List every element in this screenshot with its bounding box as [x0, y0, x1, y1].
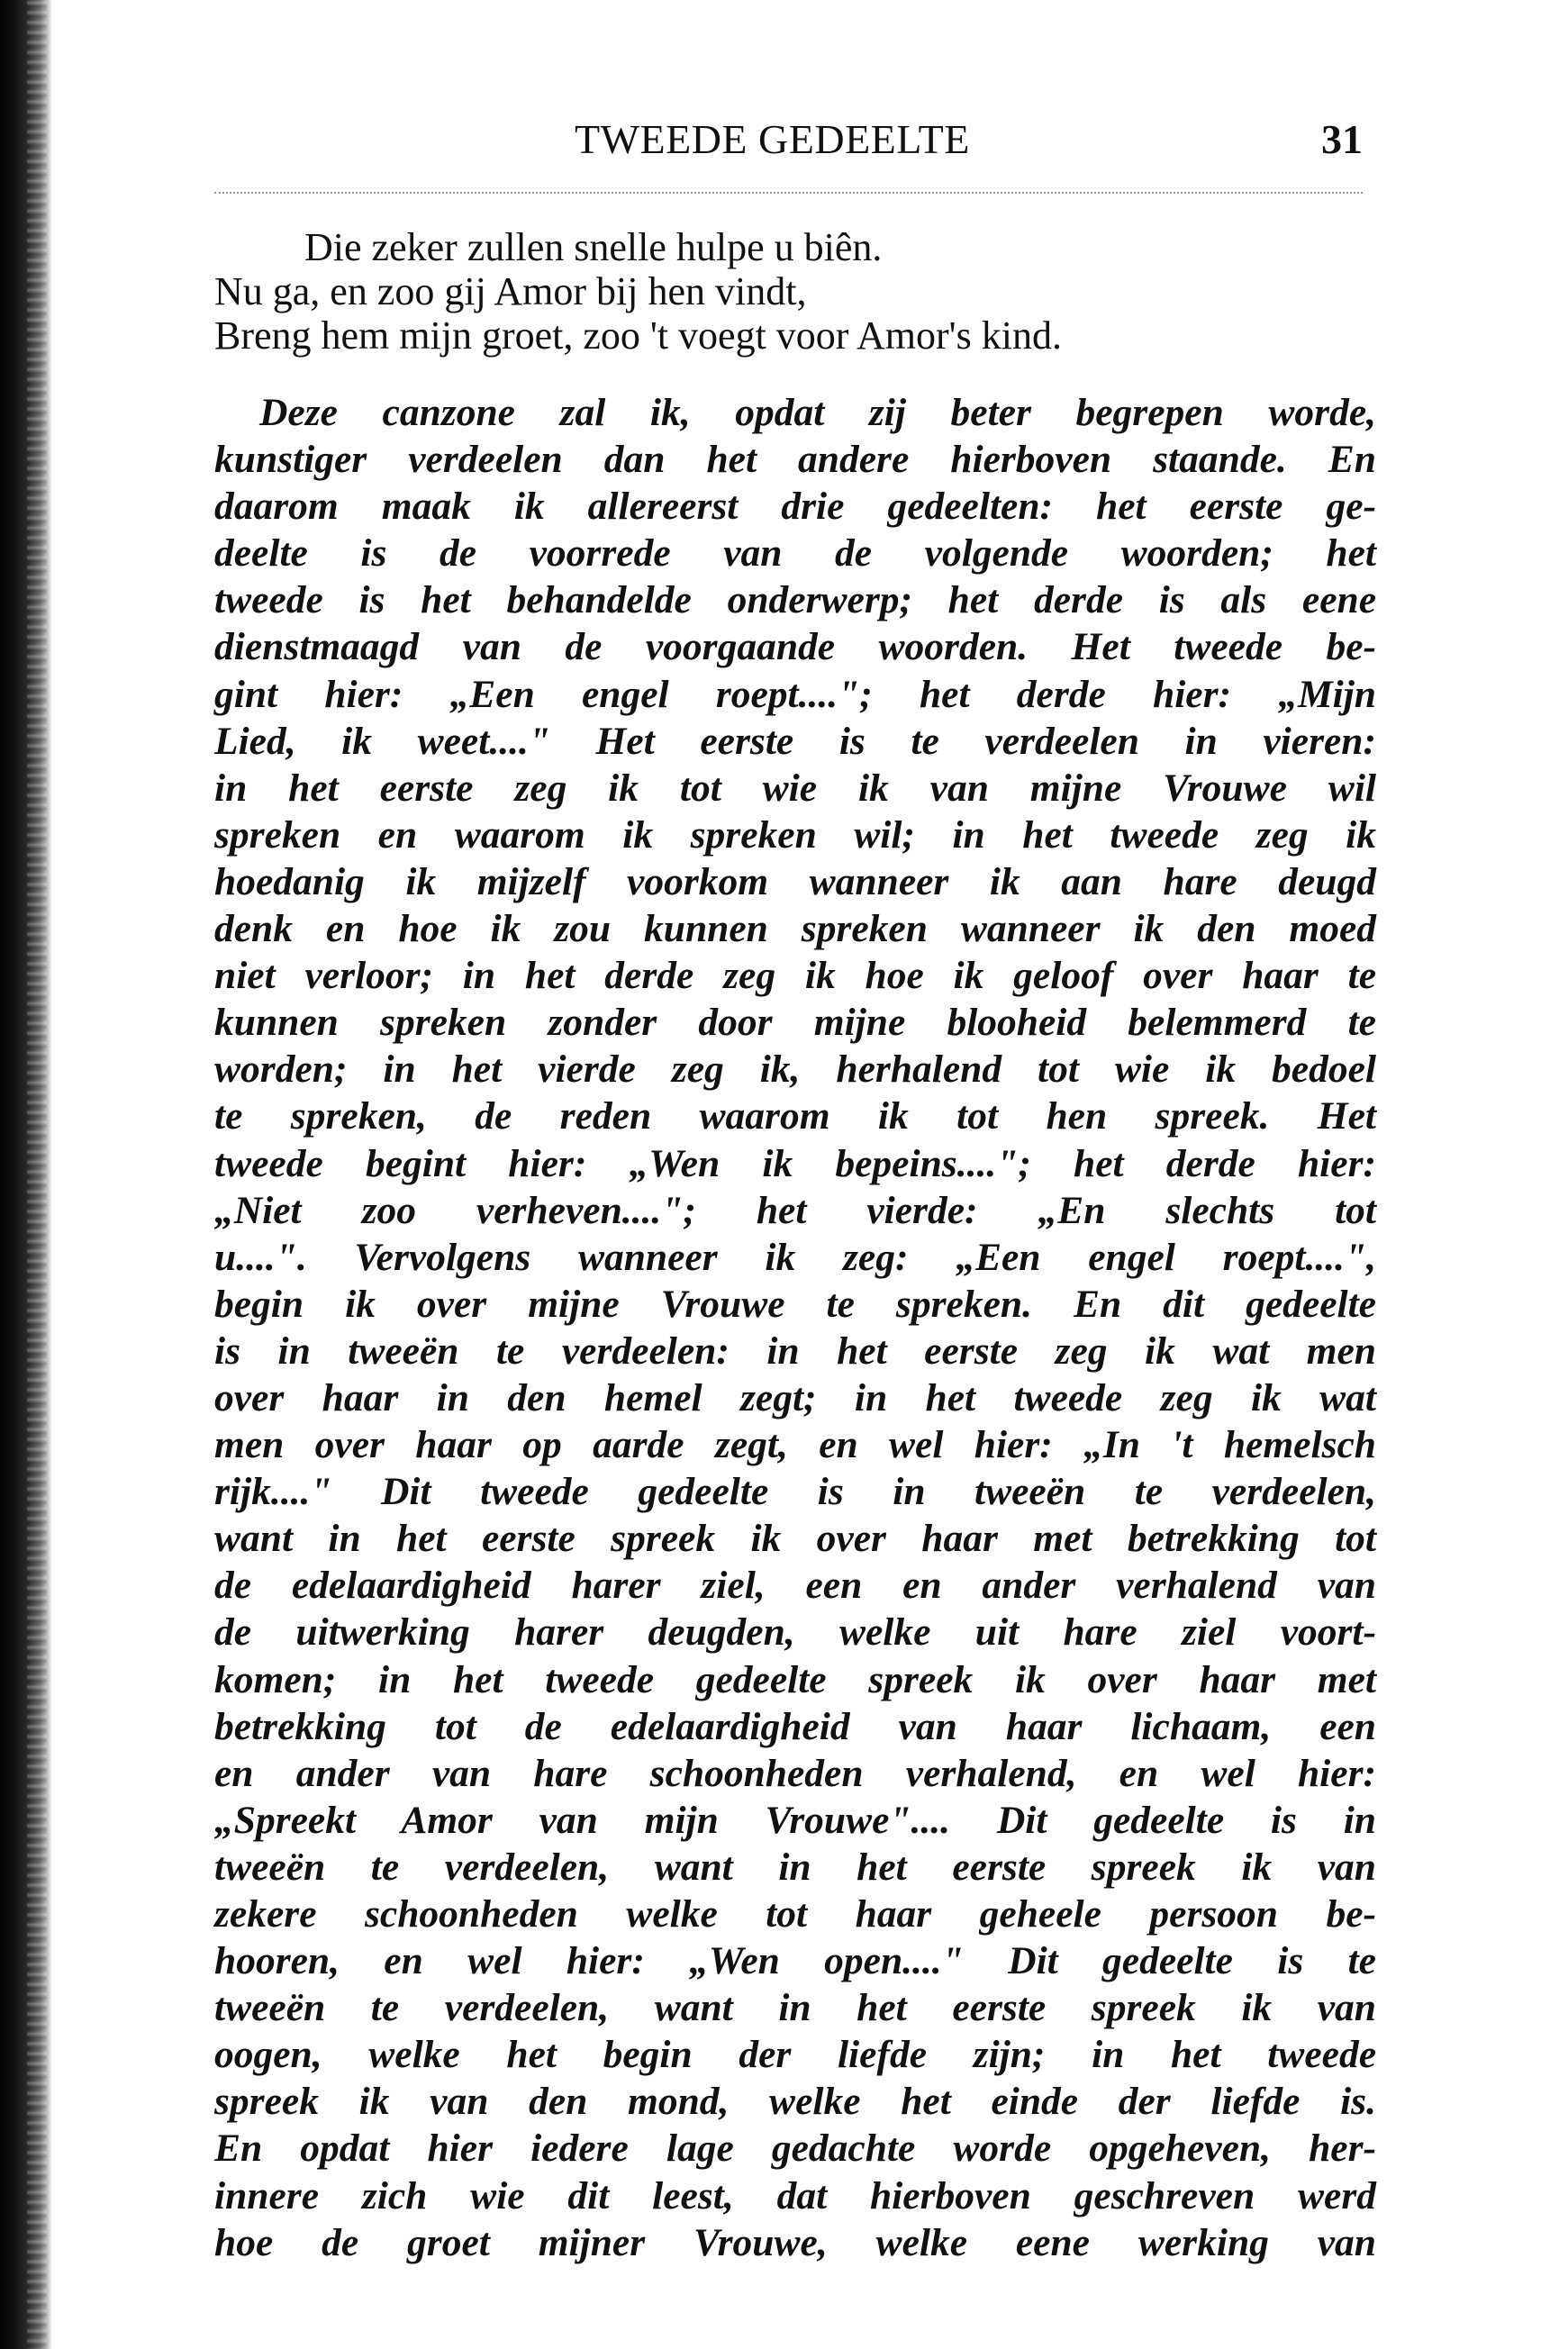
- prose-line: daarom maak ik allereerst drie gedeelten: het eerste ge-: [214, 485, 1376, 529]
- prose-line: „Spreekt Amor van mijn Vrouwe".... Dit gedeelte is in: [214, 1798, 1376, 1842]
- prose-line: „Niet zoo verheven...."; het vierde: „En slechts tot: [214, 1188, 1376, 1232]
- prose-line: de edelaardigheid harer ziel, een en ander verhalend van: [214, 1564, 1376, 1608]
- prose-line: men over haar op aarde zegt, en wel hier: „In 't hemelsch: [214, 1423, 1376, 1467]
- prose-line: innere zich wie dit leest, dat hierboven geschreven werd: [214, 2173, 1376, 2217]
- header-dotted-rule: [214, 192, 1363, 194]
- prose-line: gint hier: „Een engel roept...."; het derde hier: „Mijn: [214, 672, 1376, 716]
- prose-line: tweede is het behandelde onderwerp; het derde is als eene: [214, 578, 1376, 622]
- running-head: TWEEDE GEDEELTE: [575, 116, 970, 162]
- prose-line: tweeën te verdeelen, want in het eerste spreek ik van: [214, 1986, 1376, 2030]
- prose-paragraph: [214, 389, 1376, 2266]
- prose-line: oogen, welke het begin der liefde zijn; in het tweede: [214, 2033, 1376, 2077]
- prose-line: kunstiger verdeelen dan het andere hierboven staande. En: [214, 438, 1376, 482]
- prose-line: Deze canzone zal ik, opdat zij beter begrepen worde,: [259, 391, 1376, 434]
- prose-line: spreek ik van den mond, welke het einde der liefde is.: [214, 2080, 1376, 2124]
- page-number: 31: [1321, 116, 1363, 162]
- page-header: [214, 115, 1363, 178]
- prose-line: worden; in het vierde zeg ik, herhalend tot wie ik bedoel: [214, 1048, 1376, 1092]
- prose-line: deelte is de voorrede van de volgende woorden; het: [214, 531, 1376, 576]
- prose-line: in het eerste zeg ik tot wie ik van mijne Vrouwe wil: [214, 766, 1376, 810]
- prose-line: tweede begint hier: „Wen ik bepeins...."; het derde hier:: [214, 1141, 1376, 1185]
- prose-line: betrekking tot de edelaardigheid van haar lichaam, een: [214, 1704, 1376, 1748]
- prose-line: tweeën te verdeelen, want in het eerste spreek ik van: [214, 1845, 1376, 1889]
- prose-line: dienstmaagd van de voorgaande woorden. Het tweede be-: [214, 625, 1376, 669]
- verse-line: Breng hem mijn groet, zoo 't voegt voor Amor's kind.: [214, 313, 1062, 358]
- prose-line: want in het eerste spreek ik over haar met betrekking tot: [214, 1517, 1376, 1561]
- prose-line: te spreken, de reden waarom ik tot hen spreek. Het: [214, 1094, 1376, 1138]
- prose-line: En opdat hier iedere lage gedachte worde opgeheven, her-: [214, 2127, 1376, 2171]
- prose-line: zekere schoonheden welke tot haar geheele persoon be-: [214, 1892, 1376, 1936]
- prose-line: rijk...." Dit tweede gedeelte is in tweeën te verdeelen,: [214, 1470, 1376, 1514]
- prose-line: hoedanig ik mijzelf voorkom wanneer ik aan hare deugd: [214, 859, 1376, 903]
- prose-line: de uitwerking harer deugden, welke uit hare ziel voort-: [214, 1610, 1376, 1655]
- prose-line: u....". Vervolgens wanneer ik zeg: „Een engel roept....",: [214, 1235, 1376, 1279]
- prose-line: komen; in het tweede gedeelte spreek ik over haar met: [214, 1657, 1376, 1701]
- prose-line: Lied, ik weet...." Het eerste is te verdeelen in vieren:: [214, 719, 1376, 763]
- verse-block: [214, 225, 1376, 358]
- prose-line: denk en hoe ik zou kunnen spreken wanneer ik den moed: [214, 907, 1376, 951]
- prose-line: en ander van hare schoonheden verhalend, en wel hier:: [214, 1751, 1376, 1795]
- prose-line: begin ik over mijne Vrouwe te spreken. En dit gedeelte: [214, 1282, 1376, 1326]
- prose-line: kunnen spreken zonder door mijne blooheid belemmerd te: [214, 1001, 1376, 1045]
- prose-line: over haar in den hemel zegt; in het tweede zeg ik wat: [214, 1375, 1376, 1419]
- prose-line: is in tweeën te verdeelen: in het eerste zeg ik wat men: [214, 1329, 1376, 1373]
- prose-line: hooren, en wel hier: „Wen open...." Dit gedeelte is te: [214, 1939, 1376, 1983]
- prose-line: spreken en waarom ik spreken wil; in het tweede zeg ik: [214, 812, 1376, 857]
- verse-line: Nu ga, en zoo gij Amor bij hen vindt,: [214, 269, 807, 313]
- prose-line: niet verloor; in het derde zeg ik hoe ik geloof over haar te: [214, 954, 1376, 998]
- scanned-binding-edge: [0, 0, 52, 2349]
- verse-line: Die zeker zullen snelle hulpe u biên.: [304, 225, 883, 269]
- prose-line: hoe de groet mijner Vrouwe, welke eene werking van: [214, 2220, 1376, 2264]
